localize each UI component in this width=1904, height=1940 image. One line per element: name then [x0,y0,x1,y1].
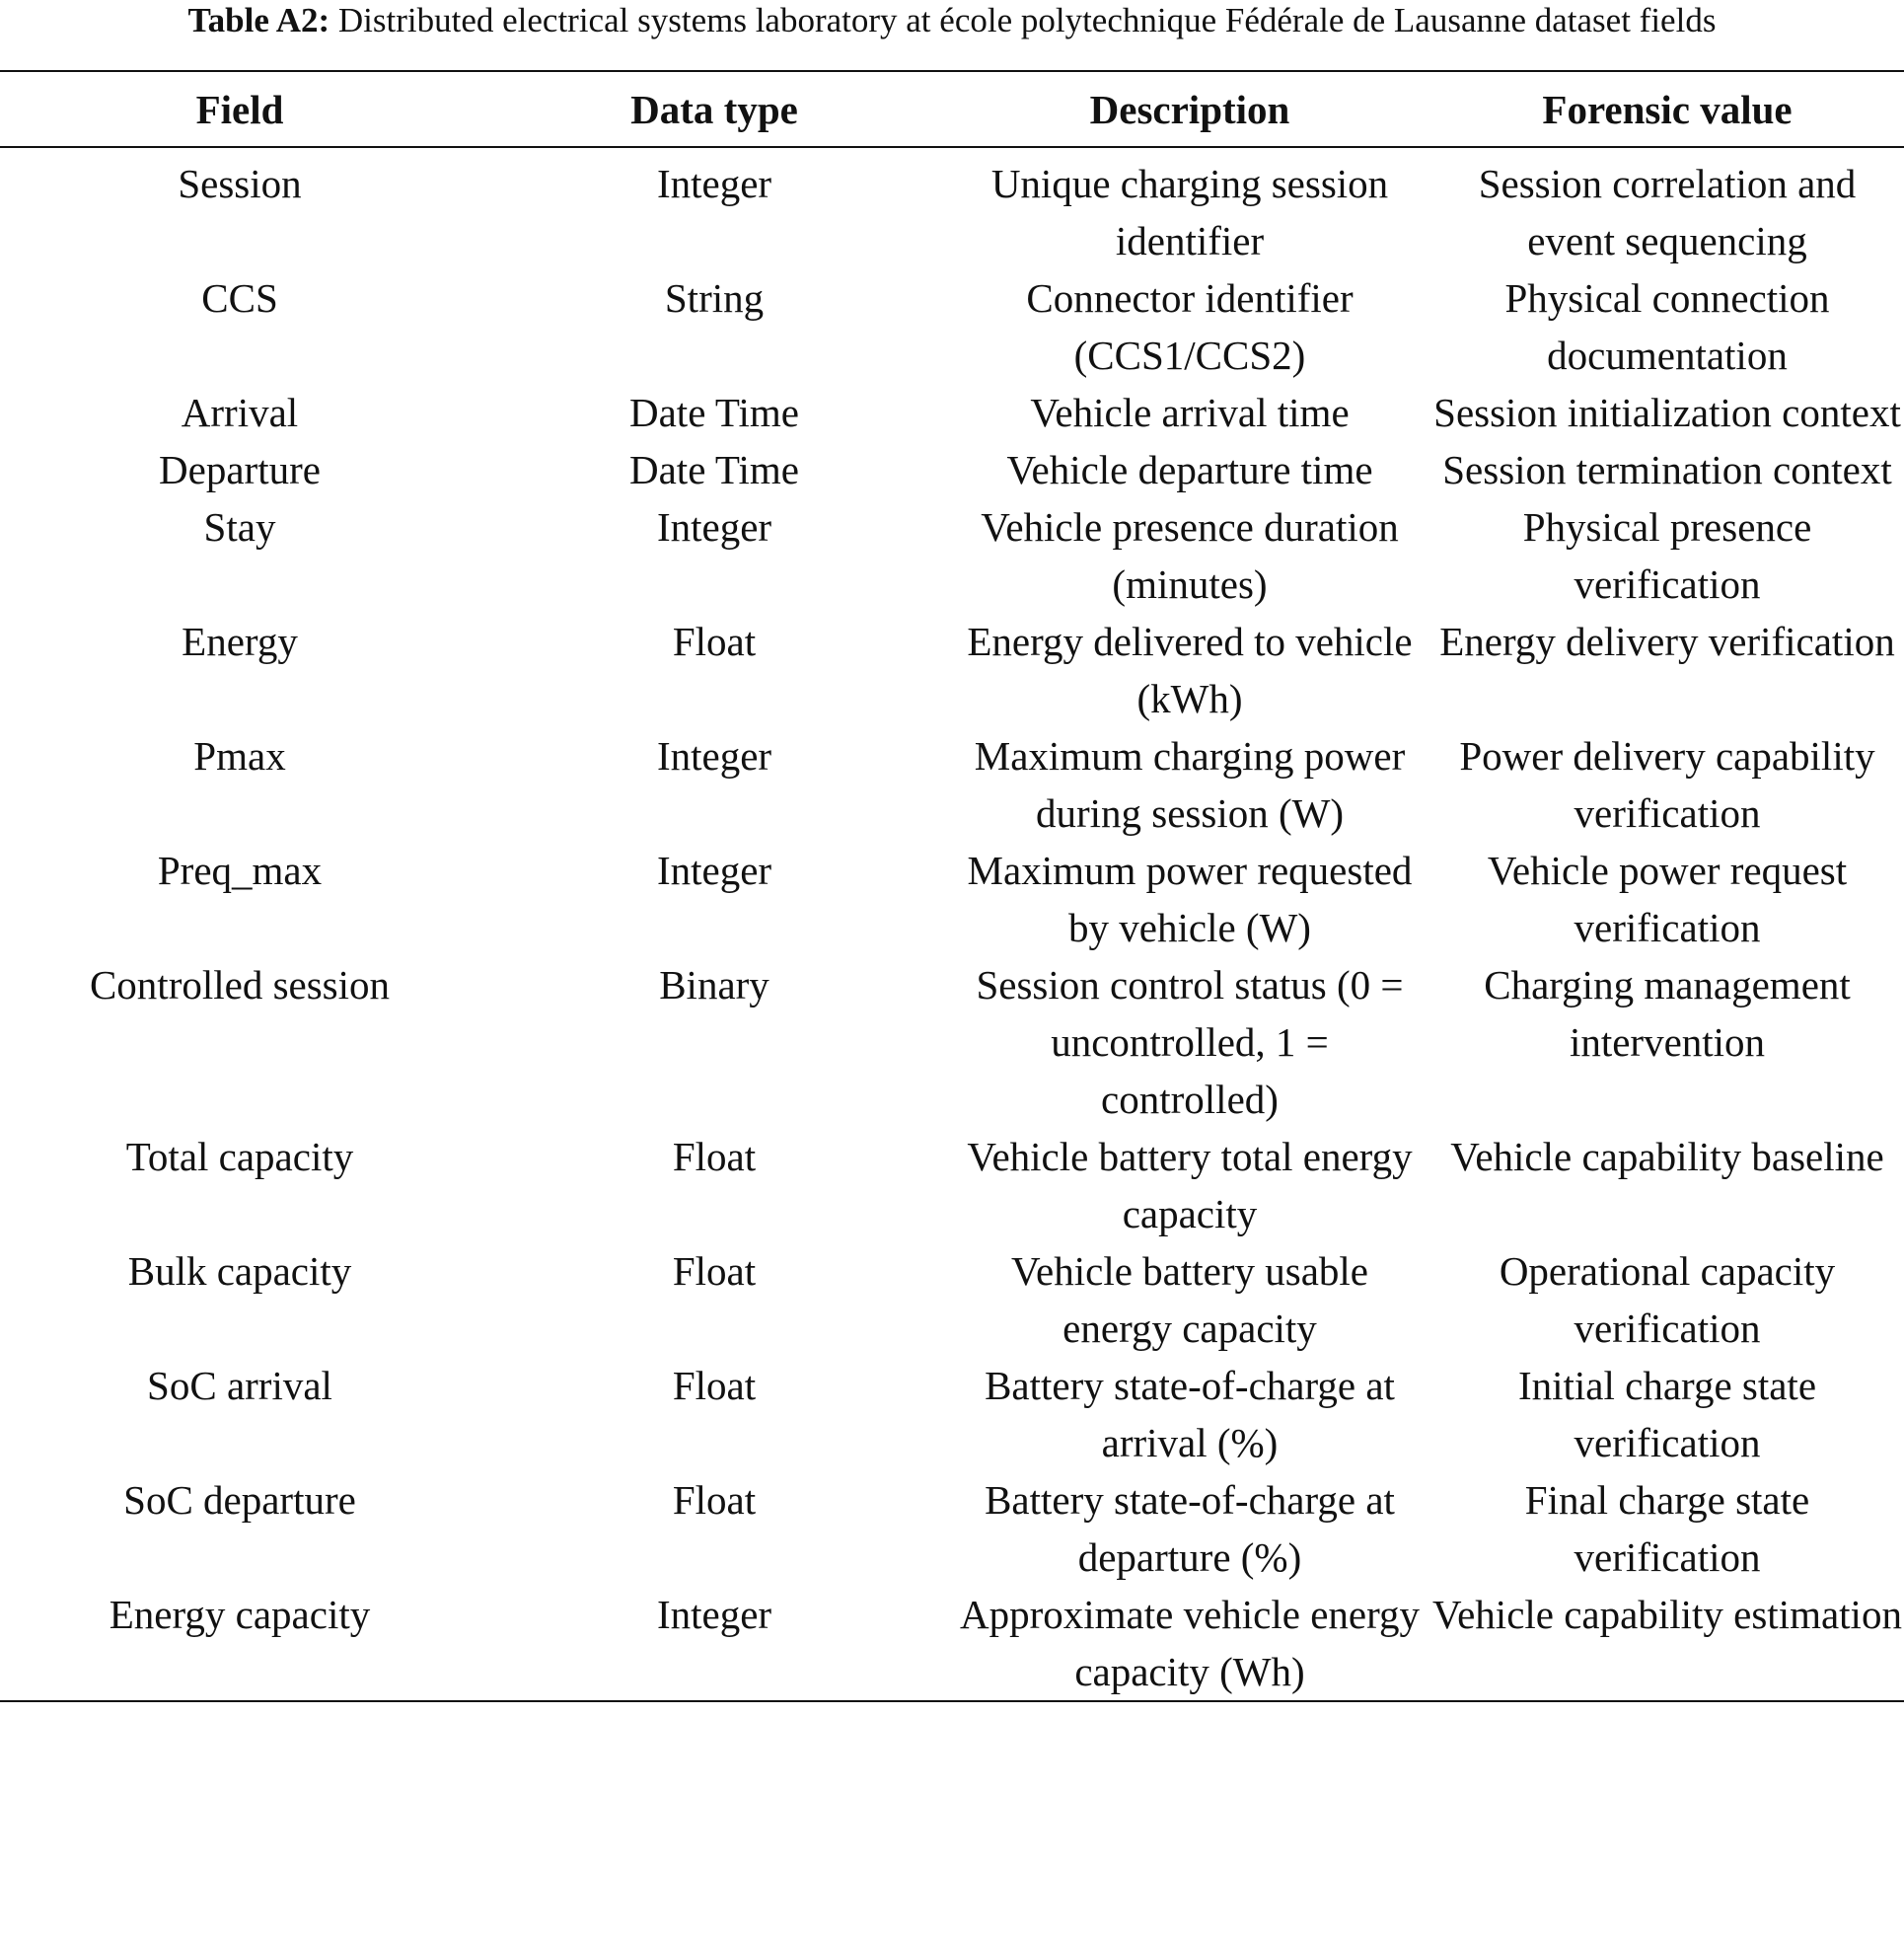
cell-field: Energy [182,619,298,664]
cell-field: Energy capacity [109,1592,371,1637]
cell-field: Session [178,161,302,206]
cell-field: Preq_max [157,848,323,893]
cell-data-type: String [664,275,765,321]
table-row [0,498,1904,613]
cell-field: CCS [201,275,278,321]
cell-description: Approximate vehicle energy capacity (Wh) [959,1592,1420,1694]
cell-data-type: Float [672,619,757,664]
cell-field: Stay [203,504,276,550]
header-row [0,71,1904,147]
cell-forensic-value: Charging management intervention [1484,962,1851,1065]
cell-field: Departure [159,447,321,492]
table-row [0,147,1904,269]
header-field: Field [0,71,479,147]
cell-field: SoC departure [123,1477,356,1523]
header-data-type: Data type [479,71,949,147]
table-row [0,441,1904,498]
cell-field: Total capacity [125,1134,354,1179]
cell-description: Vehicle presence duration (minutes) [981,504,1399,607]
caption-text: Distributed electrical systems laboratory at école polytechnique Fédérale de Lausanne dataset fields [337,1,1717,39]
dataset-fields-table [0,70,1904,1702]
cell-data-type: Integer [656,733,772,779]
cell-description: Vehicle battery usable energy capacity [1010,1248,1368,1351]
table-row [0,384,1904,441]
cell-data-type: Float [672,1363,757,1408]
cell-description: Connector identifier (CCS1/CCS2) [1026,275,1354,378]
table-row [0,1471,1904,1586]
table-row [0,956,1904,1128]
cell-data-type: Integer [656,504,772,550]
cell-forensic-value: Session termination context [1442,447,1892,492]
cell-forensic-value: Vehicle capability baseline [1450,1134,1884,1179]
table-row [0,269,1904,384]
caption-label: Table A2: [187,1,330,39]
table-row [0,1128,1904,1242]
cell-description: Session control status (0 = uncontrolled, 1 = controlled) [976,962,1404,1122]
cell-data-type: Float [672,1134,757,1179]
cell-forensic-value: Physical connection documentation [1504,275,1830,378]
cell-description: Maximum charging power during session (W) [974,733,1406,836]
cell-data-type: Date Time [629,447,799,492]
table-row [0,1357,1904,1471]
cell-forensic-value: Final charge state verification [1524,1477,1810,1580]
cell-data-type: Integer [656,1592,772,1637]
cell-forensic-value: Physical presence verification [1522,504,1812,607]
header-description: Description [949,71,1430,147]
cell-description: Vehicle battery total energy capacity [967,1134,1413,1236]
table-row [0,842,1904,956]
cell-field: Bulk capacity [127,1248,352,1294]
cell-forensic-value: Session initialization context [1433,390,1901,435]
cell-field: SoC arrival [147,1363,332,1408]
cell-field: Arrival [181,390,299,435]
cell-description: Unique charging session identifier [990,161,1389,263]
cell-data-type: Float [672,1477,757,1523]
cell-data-type: Integer [656,848,772,893]
cell-data-type: Binary [659,962,769,1007]
cell-forensic-value: Vehicle power request verification [1487,848,1848,950]
cell-data-type: Float [672,1248,757,1294]
cell-forensic-value: Initial charge state verification [1517,1363,1817,1465]
cell-forensic-value: Vehicle capability estimation [1432,1592,1902,1637]
cell-description: Battery state-of-charge at departure (%) [985,1477,1395,1580]
table-caption [0,0,1904,41]
cell-description: Battery state-of-charge at arrival (%) [985,1363,1395,1465]
table-row [0,1242,1904,1357]
cell-description: Energy delivered to vehicle (kWh) [967,619,1413,721]
cell-field: Controlled session [89,962,391,1007]
cell-forensic-value: Session correlation and event sequencing [1478,161,1857,263]
cell-data-type: Date Time [629,390,799,435]
cell-forensic-value: Power delivery capability verification [1459,733,1875,836]
cell-forensic-value: Energy delivery verification [1439,619,1895,664]
cell-description: Vehicle arrival time [1030,390,1350,435]
cell-description: Vehicle departure time [1006,447,1373,492]
table-row [0,727,1904,842]
table-row [0,613,1904,727]
cell-forensic-value: Operational capacity verification [1499,1248,1836,1351]
cell-data-type: Integer [656,161,772,206]
cell-field: Pmax [193,733,286,779]
cell-description: Maximum power requested by vehicle (W) [967,848,1413,950]
header-forensic-value: Forensic value [1430,71,1904,147]
table-row [0,1586,1904,1701]
